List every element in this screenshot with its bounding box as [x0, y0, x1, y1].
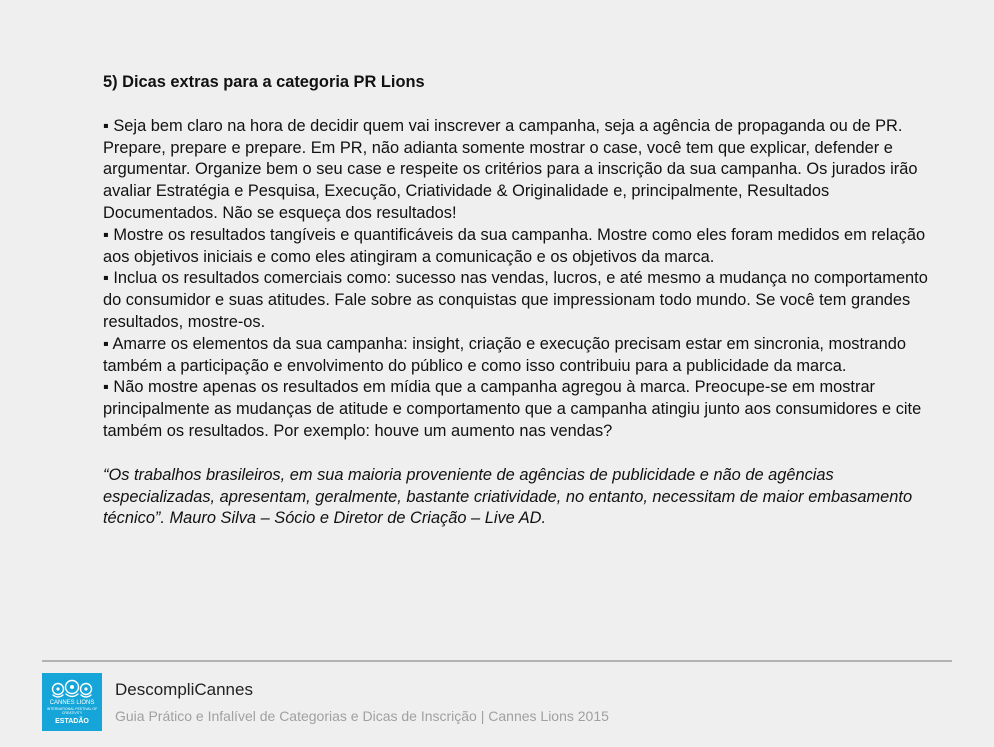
quote: “Os trabalhos brasileiros, em sua maioria proveniente de agências de publicidade e não de agências especializadas, apresentam, geralmente, bastante criatividade, no entanto, necessitam de maior embasamento técnico”. Mauro Silva – Sócio e Diretor de Criação – Live AD. [103, 465, 913, 528]
tip-item [103, 268, 943, 333]
tip-text: Seja bem claro na hora de decidir quem vai inscrever a campanha, seja a agência de propaganda ou de PR. Prepare, prepare e prepare. Em PR, não adianta somente mostrar o case, você tem que explicar, defender e argumentar. Organize bem o seu case e respeite os critérios para a inscrição da sua campanha. Os jurados irão avaliar Estratégia e Pesquisa, Execução, Criatividade & Originalidade e, principalmente, Resultados Documentados. Não se esqueça dos resultados! [103, 116, 918, 222]
footer-subtitle: Guia Prático e Infalível de Categorias e Dicas de Inscrição | Cannes Lions 2015 [115, 708, 609, 724]
lions-icon [50, 678, 94, 700]
bullet-marker: ▪ [103, 378, 109, 397]
cannes-lions-estadao-logo [42, 673, 102, 731]
footer-title: DescompliCannes [115, 680, 253, 699]
tip-text: Amarre os elementos da sua campanha: insight, criação e execução precisam estar em sincronia, mostrando também a participação e envolvimento do público e como isso contribuiu para a publicidade da marca. [103, 334, 906, 375]
bullet-marker: ▪ [103, 269, 109, 288]
logo-cannes-lions-text: CANNES LIONS [49, 700, 95, 706]
tip-item [103, 334, 943, 378]
document-body [103, 72, 943, 547]
section-heading: 5) Dicas extras para a categoria PR Lions [103, 73, 425, 91]
bullet-marker: ▪ [103, 116, 109, 135]
bullet-marker: ▪ [103, 225, 109, 244]
logo-festival-text: INTERNATIONAL FESTIVAL OF CREATIVITY [46, 707, 98, 715]
tip-text: Inclua os resultados comerciais como: sucesso nas vendas, lucros, e até mesmo a mudança no comportamento do consumidor e suas atitudes. Fale sobre as conquistas que impressionam todo mundo. Se você tem grandes resultados, mostre-os. [103, 269, 928, 331]
tip-item [103, 377, 943, 442]
bullet-marker: ▪ [103, 334, 109, 353]
logo-estadao-text: ESTADÃO [55, 718, 89, 725]
tip-item [103, 116, 943, 225]
tip-text: Não mostre apenas os resultados em mídia que a campanha agregou à marca. Preocupe-se em mostrar principalmente as mudanças de atitude e comportamento que a campanha atingiu junto aos consumidores e cite também os resultados. Por exemplo: houve um aumento nas vendas? [103, 378, 922, 440]
footer-divider [42, 660, 952, 662]
tip-item [103, 225, 943, 269]
tip-text: Mostre os resultados tangíveis e quantificáveis da sua campanha. Mostre como eles foram medidos em relação aos objetivos iniciais e como eles atingiram a comunicação e os objetivos da marca. [103, 225, 926, 266]
